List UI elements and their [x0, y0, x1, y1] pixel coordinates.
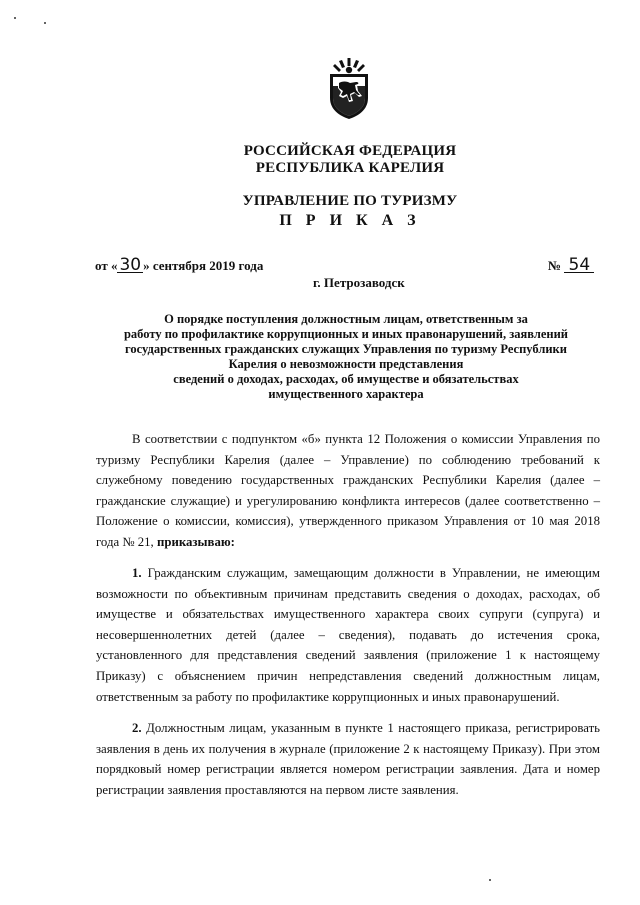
scan-speck	[44, 22, 46, 24]
preamble-text: В соответствии с подпунктом «б» пункта 12 Положения о комиссии Управления по туризму Республики Карелия (далее – Управление) по соблюдению требований к служебному поведению государственных гражданских Республики Карелия (далее – гражданские служащие) и урегулированию конфликта интересов (далее соответственно – Положение о комиссии, комиссия), утвержденного приказом Управления от 10 мая 2018 года № 21,	[96, 432, 600, 549]
number-value-handwritten: 54	[564, 258, 594, 273]
clause-1-number: 1.	[132, 566, 142, 580]
subject-line: О порядке поступления должностным лицам, ответственным за	[164, 312, 528, 326]
clause-2-text: Должностным лицам, указанным в пункте 1 настоящего приказа, регистрировать заявления в день их получения в журнале (приложение 2 к настоящему Приказу). При этом порядковый номер регистрации является номером регистрации заявления. Дата и номер регистрации заявления проставляются на первом листе заявления.	[96, 721, 600, 797]
clause-2-paragraph	[96, 718, 600, 800]
date-suffix: » сентября 2019 года	[143, 258, 264, 273]
subject-line: сведений о доходах, расходах, об имуществе и обязательствах	[173, 372, 519, 386]
order-number	[548, 255, 594, 275]
scan-speck	[14, 17, 16, 19]
date-day-handwritten: 30	[119, 255, 142, 275]
clause-1-paragraph	[96, 563, 600, 707]
subject-line: работу по профилактике коррупционных и иных правонарушений, заявлений	[123, 327, 569, 341]
number-label: №	[548, 258, 562, 273]
order-date	[95, 255, 264, 275]
document-type-title: П Р И К А З	[279, 212, 421, 229]
karelia-coat-of-arms-icon	[327, 58, 371, 120]
clause-2-number: 2.	[132, 721, 142, 735]
date-prefix: от «	[95, 258, 118, 273]
city-name: г. Петрозаводск	[313, 275, 405, 290]
header-line-department: УПРАВЛЕНИЕ ПО ТУРИЗМУ	[242, 193, 458, 209]
header-line-federation: РОССИЙСКАЯ ФЕДЕРАЦИЯ	[243, 143, 457, 159]
clause-1-text: Гражданским служащим, замещающим должности в Управлении, не имеющим возможности по объективным причинам представить сведения о доходах, расходах, об имуществе и обязательствах имущественного характера своих супруги (супруга) и несовершеннолетних детей (далее – сведения), подавать до истечения срока, установленного для представления сведений заявления (приложение 1 к настоящему Приказу) с объяснением причин непредставления сведений должностным лицам, ответственным за работу по профилактике коррупционных и иных правонарушений.	[96, 566, 600, 704]
subject-line: государственных гражданских служащих Управления по туризму Республики	[125, 342, 567, 356]
subject-line: Карелия о невозможности представления	[228, 357, 464, 371]
scan-speck	[489, 879, 491, 881]
header-line-republic: РЕСПУБЛИКА КАРЕЛИЯ	[255, 160, 445, 176]
preamble-paragraph	[96, 429, 600, 553]
order-keyword: приказываю:	[156, 534, 235, 549]
subject-line: имущественного характера	[268, 387, 424, 401]
